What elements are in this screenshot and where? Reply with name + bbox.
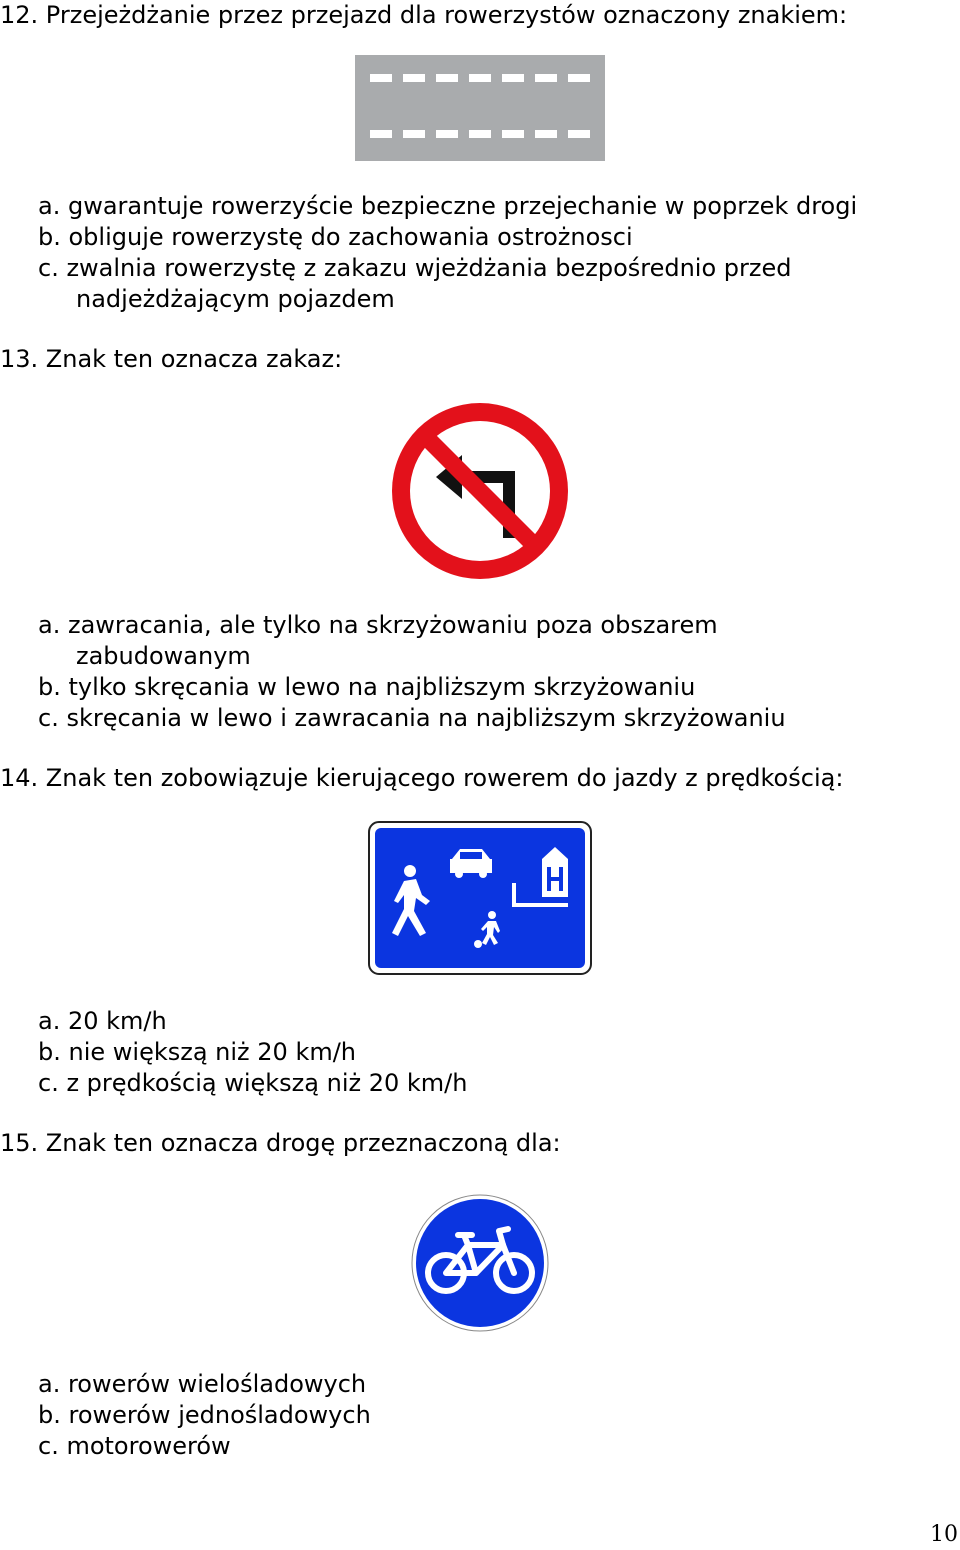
question-15-heading: 15. Znak ten oznacza drogę przeznaczoną dla: — [0, 1129, 561, 1157]
bicycle-path-sign-icon — [410, 1193, 550, 1333]
question-13-heading: 13. Znak ten oznacza zakaz: — [0, 345, 343, 373]
question-12-answer-c: c. zwalnia rowerzystę z zakazu wjeżdżania bezpośrednio przed — [38, 254, 792, 282]
question-13-answer-b: b. tylko skręcania w lewo na najbliższym skrzyżowaniu — [38, 673, 696, 701]
question-15-answer-a: a. rowerów wielośladowych — [38, 1370, 367, 1398]
question-14-answer-b: b. nie większą niż 20 km/h — [38, 1038, 357, 1066]
question-13-answer-c: c. skręcania w lewo i zawracania na najbliższym skrzyżowaniu — [38, 704, 786, 732]
question-12-answer-a: a. gwarantuje rowerzyście bezpieczne przejechanie w poprzek drogi — [38, 192, 858, 220]
question-12-answer-b: b. obliguje rowerzystę do zachowania ostrożnosci — [38, 223, 633, 251]
question-14-heading: 14. Znak ten zobowiązuje kierującego rowerem do jazdy z prędkością: — [0, 764, 844, 792]
question-13-answer-a: a. zawracania, ale tylko na skrzyżowaniu poza obszarem — [38, 611, 718, 639]
question-12-heading: 12. Przejeżdżanie przez przejazd dla rowerzystów oznaczony znakiem: — [0, 1, 848, 29]
question-14-answer-a: a. 20 km/h — [38, 1007, 167, 1035]
question-14-answer-c: c. z prędkością większą niż 20 km/h — [38, 1069, 468, 1097]
question-15-answer-c: c. motorowerów — [38, 1432, 231, 1460]
question-15-answer-b: b. rowerów jednośladowych — [38, 1401, 371, 1429]
bicycle-crossing-marking-icon — [355, 55, 605, 161]
page-number: 10 — [930, 1522, 958, 1547]
question-13-answer-a-continuation: zabudowanym — [76, 642, 251, 670]
question-12-answer-c-continuation: nadjeżdżającym pojazdem — [76, 285, 395, 313]
no-left-turn-sign-icon — [390, 401, 570, 581]
residential-zone-sign-icon — [368, 821, 592, 975]
